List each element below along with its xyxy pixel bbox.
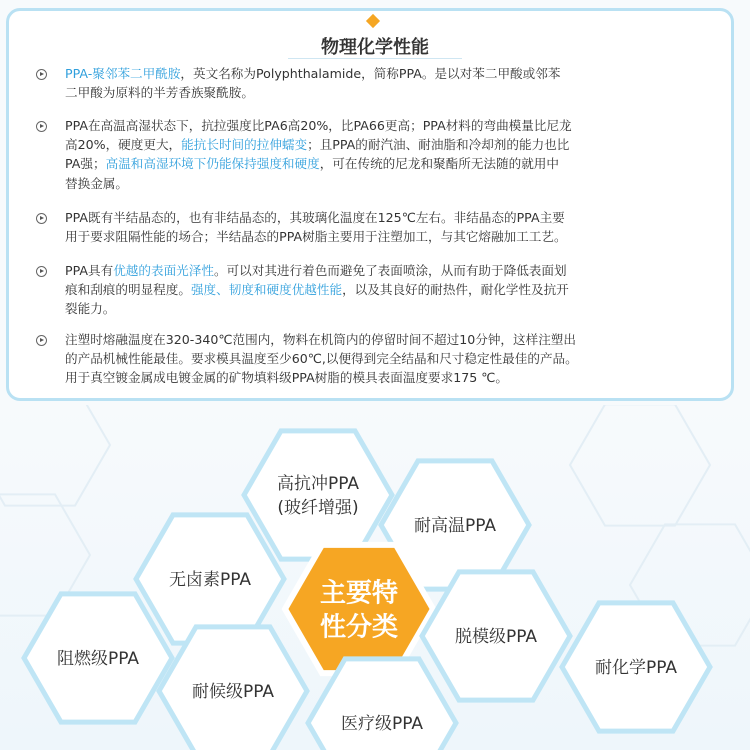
hex-label: 耐化学PPA — [594, 658, 678, 679]
hex-label: 无卤素PPA — [168, 570, 252, 591]
paragraph — [65, 64, 705, 102]
paragraph — [65, 261, 705, 319]
paragraph — [65, 208, 705, 246]
body-text: ，可在传统的尼龙和聚酯所无法随的就用中 — [319, 156, 559, 172]
body-text: 裂能力。 — [65, 301, 116, 317]
title-divider — [288, 58, 462, 59]
body-text: ，以及其良好的耐热件，耐化学性及抗开 — [342, 282, 569, 298]
body-text: PPA具有 — [65, 263, 114, 278]
paragraph-line — [65, 64, 705, 83]
background-hex — [0, 405, 110, 506]
paragraph-line — [65, 208, 705, 227]
category-hex-diagram — [0, 405, 750, 750]
page-title: 物理化学性能 — [321, 37, 429, 58]
body-text: ，英文名称为Polyphthalamide，简称PPA。是以对苯二甲酸或邻苯 — [180, 66, 561, 81]
highlight-text: 强度、韧度和硬度优越性能 — [190, 282, 343, 298]
paragraph-line — [65, 154, 705, 173]
body-text: PA强； — [65, 156, 106, 172]
body-text: 替换金属。 — [65, 175, 128, 191]
hex-label: 主要特 — [319, 578, 399, 609]
hex-label: 高抗冲PPA — [276, 474, 360, 495]
paragraph-line — [65, 135, 705, 154]
body-text: 高20%，硬度更大， — [65, 137, 182, 153]
highlight-text: PPA-聚邻苯二甲酰胺 — [65, 66, 181, 81]
body-text: ；且PPA的耐汽油、耐油脂和冷却剂的能力也比 — [307, 137, 570, 153]
hex-high-impact — [244, 431, 392, 559]
paragraph-line — [65, 330, 705, 349]
hex-shape — [244, 431, 392, 559]
paragraph — [65, 330, 705, 388]
hex-label: 脱模级PPA — [454, 627, 538, 648]
hex-label: 耐候级PPA — [191, 682, 275, 703]
hex-label: 性分类 — [319, 612, 399, 643]
hex-flame-retardant — [24, 594, 172, 722]
paragraph-line — [65, 227, 705, 246]
bullet-icon — [36, 213, 47, 224]
paragraph-line — [65, 116, 705, 135]
paragraph — [65, 116, 705, 193]
paragraph-line — [65, 349, 705, 368]
hex-label: 阻燃级PPA — [56, 649, 140, 670]
hex-halogen-free — [136, 515, 284, 643]
hex-label: 医疗级PPA — [340, 714, 424, 735]
body-text: 注塑时熔融温度在320-340℃范围内，物料在机筒内的停留时间不超过10分钟，这样注塑出 — [65, 332, 576, 347]
paragraph-line — [65, 261, 705, 280]
paragraph-line — [65, 83, 705, 102]
body-text: PPA在高温高湿状态下，抗拉强度比PA6高20%，比PA66更高；PPA材料的弯曲模量比尼龙 — [65, 118, 572, 133]
highlight-text: 高温和高湿环境下仍能保持强度和硬度 — [105, 156, 320, 172]
body-text: 的产品机械性能最佳。要求模具温度至少60℃,以便得到完全结晶和尺寸稳定性最佳的产品。 — [65, 351, 578, 367]
highlight-text: 能抗长时间的拉伸蠕变 — [181, 137, 308, 153]
highlight-text: 优越的表面光泽性 — [113, 263, 214, 278]
bullet-icon — [36, 335, 47, 346]
background-hex — [570, 405, 710, 526]
hex-label: 耐高温PPA — [413, 516, 497, 537]
bullet-icon — [36, 266, 47, 277]
hex-chemical-resistant — [562, 603, 710, 731]
body-text: 用于真空镀金属成电镀金属的矿物填料级PPA树脂的模具表面温度要求175 ℃。 — [65, 370, 508, 386]
body-text: 二甲酸为原料的半芳香族聚酰胺。 — [65, 85, 254, 101]
paragraph-line — [65, 299, 705, 318]
body-text: 痕和刮痕的明显程度。 — [65, 282, 191, 298]
paragraph-line — [65, 174, 705, 193]
hex-label: (玻纤增强) — [277, 498, 359, 519]
body-text: PPA既有半结晶态的，也有非结晶态的，其玻璃化温度在125℃左右。非结晶态的PPA主要 — [65, 210, 565, 225]
bullet-icon — [36, 121, 47, 132]
paragraph-line — [65, 368, 705, 387]
paragraph-line — [65, 280, 705, 299]
body-text: 。可以对其进行着色而避免了表面喷涂，从而有助于降低表面划 — [213, 263, 567, 278]
bullet-icon — [36, 69, 47, 80]
body-text: 用于要求阻隔性能的场合；半结晶态的PPA树脂主要用于注塑加工，与其它熔融加工工艺。 — [65, 229, 567, 245]
